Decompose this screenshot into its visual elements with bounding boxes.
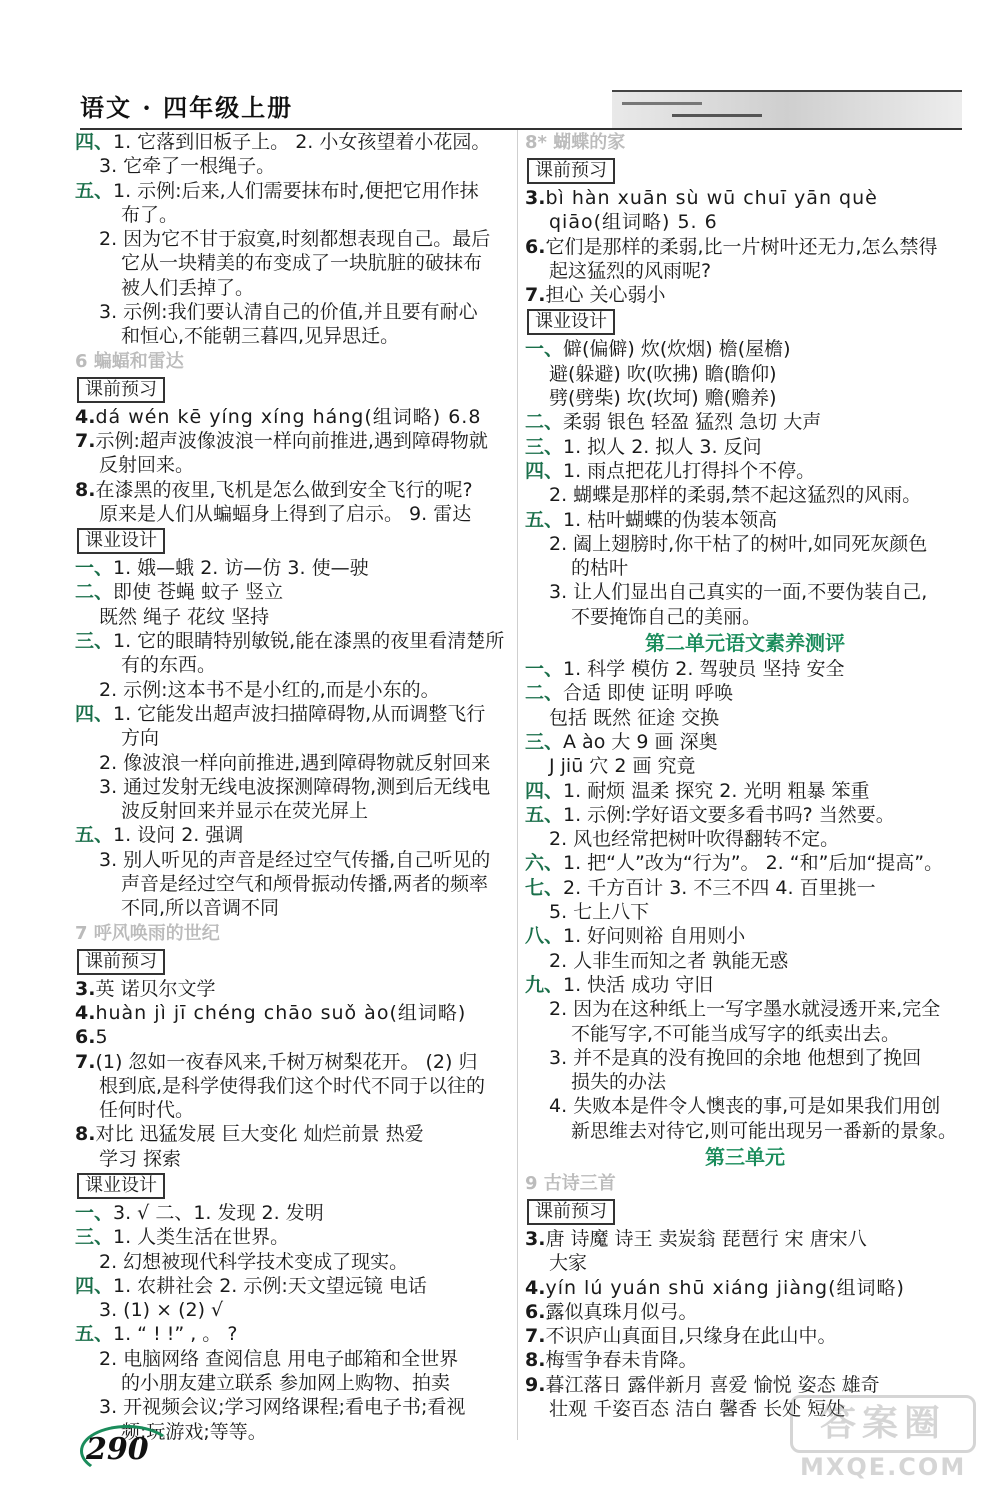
answer-text: 即使 苍蝇 蚊子 竖立 bbox=[113, 581, 284, 604]
answer-line bbox=[525, 1094, 965, 1118]
question-number: 四、 bbox=[525, 459, 564, 482]
answer-text: (1) 忽如一夜春风来,千树万树梨花开。 (2) 归 bbox=[95, 1050, 478, 1073]
answer-text: 反射回来。 bbox=[99, 454, 195, 477]
answer-text: 包括 既然 征途 交换 bbox=[549, 706, 720, 729]
answer-text: 对比 迅猛发展 巨大变化 灿烂前景 热爱 bbox=[95, 1123, 424, 1146]
answer-line bbox=[525, 657, 965, 681]
answer-text: 不同,所以音调不同 bbox=[121, 897, 280, 920]
answer-text: 担心 关心弱小 bbox=[545, 284, 666, 307]
answer-text: 的小朋友建立联系 参加网上购物、拍卖 bbox=[121, 1372, 451, 1395]
header-deco-stroke bbox=[622, 102, 702, 105]
answer-text: 方向 bbox=[121, 727, 160, 750]
question-number: 四、 bbox=[75, 1274, 114, 1297]
answer-text: 声音是经过空气和颅骨振动传播,两者的频率 bbox=[121, 873, 489, 896]
unit-title: 第二单元语文素养测评 bbox=[645, 631, 845, 656]
answer-text: 2. 像波浪一样向前推进,遇到障碍物就反射回来 bbox=[99, 751, 491, 774]
answer-text: 2. 示例:这本书不是小红的,而是小东的。 bbox=[99, 678, 440, 701]
answer-line bbox=[75, 1201, 513, 1225]
answer-line bbox=[525, 973, 965, 997]
item-number: 8. bbox=[75, 1123, 96, 1146]
answer-line bbox=[75, 580, 513, 604]
answer-text: 2. 因为它不甘于寂寞,时刻都想表现自己。最后 bbox=[99, 228, 491, 251]
answer-text: 被人们丢掉了。 bbox=[121, 276, 255, 299]
item-number: 3. bbox=[75, 977, 96, 1000]
question-number: 一、 bbox=[75, 1201, 114, 1224]
answer-text: 1. 耐烦 温柔 探究 2. 光明 粗暴 笨重 bbox=[563, 779, 870, 802]
question-number: 七、 bbox=[525, 876, 564, 899]
answer-line bbox=[525, 459, 965, 483]
answer-text: yín lú yuán shū xiáng jiàng(组词略) bbox=[545, 1276, 905, 1299]
answer-line bbox=[525, 362, 965, 386]
answer-text: 露似真珠月似弓。 bbox=[545, 1300, 698, 1323]
answer-text: 3. 示例:我们要认清自己的价值,并且要有耐心 bbox=[99, 301, 478, 324]
answer-text: 1. 雨点把花儿打得抖个不停。 bbox=[563, 459, 816, 482]
answer-text: 4. 失败本是件令人懊丧的事,可是如果我们用创 bbox=[549, 1095, 941, 1118]
answer-text: 布了。 bbox=[121, 203, 179, 226]
answer-line bbox=[525, 337, 965, 361]
question-number: 五、 bbox=[75, 824, 114, 847]
answer-line bbox=[525, 1276, 965, 1300]
answer-line bbox=[75, 251, 513, 275]
answer-line bbox=[525, 754, 965, 778]
answer-line bbox=[75, 276, 513, 300]
item-number: 7. bbox=[525, 1325, 546, 1348]
question-number: 二、 bbox=[525, 682, 564, 705]
answer-line bbox=[75, 429, 513, 453]
answer-line bbox=[75, 324, 513, 348]
answer-text: 1. 娥—蛾 2. 访—仿 3. 使—驶 bbox=[113, 557, 369, 580]
answer-text: 1. 人类生活在世界。 bbox=[113, 1226, 290, 1249]
page-number: 290 bbox=[86, 1432, 149, 1467]
answer-line bbox=[525, 949, 965, 973]
answer-line bbox=[75, 1025, 513, 1049]
answer-text: 既然 绳子 花纹 坚持 bbox=[99, 605, 270, 628]
item-number: 7. bbox=[75, 429, 96, 452]
answer-text: 唐 诗魔 诗王 卖炭翁 琵琶行 宋 唐宋八 bbox=[545, 1227, 867, 1250]
answer-line bbox=[75, 300, 513, 324]
answer-line bbox=[75, 653, 513, 677]
answer-line bbox=[75, 799, 513, 823]
answer-line bbox=[525, 997, 965, 1021]
header-decoration bbox=[612, 90, 962, 130]
answer-text: 它们是那样的柔弱,比一片树叶还无力,怎么禁得 bbox=[545, 235, 938, 258]
right-column bbox=[525, 130, 965, 1421]
answer-text: 梅雪争春未肯降。 bbox=[545, 1349, 698, 1372]
section-label bbox=[75, 1171, 513, 1201]
question-number: 一、 bbox=[525, 658, 564, 681]
answer-line bbox=[525, 483, 965, 507]
answer-line bbox=[525, 876, 965, 900]
answer-text: 和恒心,不能朝三暮四,见异思迁。 bbox=[121, 325, 400, 348]
answer-text: 3. (1) × (2) √ bbox=[99, 1299, 224, 1322]
answer-line bbox=[75, 1371, 513, 1395]
answer-line bbox=[75, 1074, 513, 1098]
answer-text: 的枯叶 bbox=[571, 557, 629, 580]
item-number: 6. bbox=[525, 235, 546, 258]
answer-text: bì hàn xuān sù wū chuī yān què bbox=[545, 187, 878, 209]
answer-line bbox=[525, 1251, 965, 1275]
section-label-box: 课前预习 bbox=[527, 158, 615, 184]
question-number: 五、 bbox=[525, 508, 564, 531]
answer-line bbox=[75, 179, 513, 203]
item-number: 7. bbox=[75, 1050, 96, 1073]
answer-text: 3. 它牵了一根绳子。 bbox=[99, 155, 276, 178]
answer-line bbox=[75, 1050, 513, 1074]
answer-line bbox=[75, 702, 513, 726]
answer-line bbox=[525, 556, 965, 580]
answer-line bbox=[75, 1225, 513, 1249]
answer-line bbox=[75, 605, 513, 629]
item-number: 4. bbox=[75, 1001, 96, 1024]
answer-text: qiāo(组词略) 5. 6 bbox=[549, 211, 718, 234]
item-number: 4. bbox=[75, 405, 96, 428]
answer-line bbox=[75, 726, 513, 750]
question-number: 四、 bbox=[75, 702, 114, 725]
answer-line bbox=[525, 706, 965, 730]
answer-line bbox=[525, 730, 965, 754]
item-number: 6. bbox=[525, 1300, 546, 1323]
answer-line bbox=[75, 203, 513, 227]
answer-text: 1. 设问 2. 强调 bbox=[113, 824, 244, 847]
section-label bbox=[75, 947, 513, 977]
header-title: 语文 · 四年级上册 bbox=[80, 93, 294, 122]
answer-text: 2. 电脑网络 查阅信息 用电子邮箱和全世界 bbox=[99, 1347, 459, 1370]
answer-line bbox=[525, 1022, 965, 1046]
answer-text: 1. 它落到旧板子上。 2. 小女孩望着小花园。 bbox=[113, 131, 491, 153]
lesson-title: 7 呼风唤雨的世纪 bbox=[75, 922, 220, 944]
answer-line bbox=[525, 1300, 965, 1324]
answer-line bbox=[75, 1322, 513, 1346]
answer-line bbox=[525, 1324, 965, 1348]
item-number: 8. bbox=[525, 1349, 546, 1372]
answer-text: 原来是人们从蝙蝠身上得到了启示。 9. 雷达 bbox=[99, 502, 472, 525]
question-number: 二、 bbox=[75, 581, 114, 604]
question-number: 一、 bbox=[525, 338, 564, 361]
answer-text: 新思维去对待它,则可能出现另一番新的景象。 bbox=[571, 1119, 958, 1142]
item-number: 3. bbox=[525, 1227, 546, 1250]
column-divider bbox=[517, 130, 518, 1440]
page-header bbox=[80, 88, 293, 128]
section-label-box: 课前预习 bbox=[77, 949, 165, 975]
answer-line bbox=[525, 386, 965, 410]
answer-line bbox=[525, 235, 965, 259]
answer-text: 不要掩饰自己的美丽。 bbox=[571, 605, 762, 628]
answer-line bbox=[525, 1348, 965, 1372]
answer-line bbox=[525, 210, 965, 234]
answer-text: 任何时代。 bbox=[99, 1099, 195, 1122]
answer-text: 它从一块精美的布变成了一块肮脏的破抹布 bbox=[121, 252, 483, 275]
answer-text: 1. “ ! !” , 。 ? bbox=[113, 1323, 238, 1346]
answer-text: 2. 人非生而知之者 孰能无惑 bbox=[549, 949, 789, 972]
question-number: 五、 bbox=[75, 179, 114, 202]
lesson-title: 8* 蝴蝶的家 bbox=[525, 132, 626, 153]
answer-line bbox=[75, 1298, 513, 1322]
answer-line bbox=[75, 1274, 513, 1298]
watermark-site: MXQE.COM bbox=[800, 1453, 967, 1481]
answer-line bbox=[75, 1122, 513, 1146]
answer-line bbox=[75, 1347, 513, 1371]
answer-text: 1. 它能发出超声波扫描障碍物,从而调整飞行 bbox=[113, 702, 486, 725]
answer-text: 在漆黑的夜里,飞机是怎么做到安全飞行的呢? bbox=[95, 478, 473, 501]
answer-line bbox=[75, 227, 513, 251]
watermark bbox=[790, 1395, 980, 1485]
question-number: 八、 bbox=[525, 925, 564, 948]
answer-line bbox=[525, 259, 965, 283]
item-number: 8. bbox=[75, 478, 96, 501]
section-label bbox=[525, 1197, 965, 1227]
answer-text: 2. 阖上翅膀时,你干枯了的树叶,如同死灰颜色 bbox=[549, 532, 928, 555]
item-number: 7. bbox=[525, 284, 546, 307]
answer-text: 示例:超声波像波浪一样向前推进,遇到障碍物就 bbox=[95, 429, 488, 452]
section-label-box: 课前预习 bbox=[527, 1199, 615, 1225]
answer-text: 大家 bbox=[549, 1252, 588, 1275]
question-number: 五、 bbox=[75, 1323, 114, 1346]
answer-text: J jiū 穴 2 画 究竟 bbox=[549, 755, 696, 778]
answer-text: 英 诺贝尔文学 bbox=[95, 977, 216, 1000]
section-label-box: 课前预习 bbox=[77, 377, 165, 403]
answer-text: 5. 七上八下 bbox=[549, 901, 650, 924]
item-number: 9. bbox=[525, 1373, 546, 1396]
section-label-box: 课业设计 bbox=[77, 528, 165, 554]
item-number: 3. bbox=[525, 187, 546, 209]
answer-text: 2. 幻想被现代科学技术变成了现实。 bbox=[99, 1250, 409, 1273]
answer-line bbox=[75, 896, 513, 920]
answer-line bbox=[75, 130, 513, 154]
answer-line bbox=[525, 900, 965, 924]
answer-line bbox=[75, 502, 513, 526]
answer-text: 1. 拟人 2. 拟人 3. 反问 bbox=[563, 435, 762, 458]
answer-line bbox=[525, 779, 965, 803]
answer-text: 僻(偏僻) 炊(炊烟) 檐(屋檐) bbox=[563, 338, 791, 361]
answer-text: 不识庐山真面目,只缘身在此山中。 bbox=[545, 1325, 837, 1348]
answer-line bbox=[525, 827, 965, 851]
answer-line bbox=[75, 453, 513, 477]
question-number: 一、 bbox=[75, 557, 114, 580]
answer-text: 根到底,是科学使得我们这个时代不同于以往的 bbox=[99, 1074, 486, 1097]
answer-line bbox=[75, 154, 513, 178]
question-number: 四、 bbox=[525, 779, 564, 802]
answer-text: 柔弱 银色 轻盈 猛烈 急切 大声 bbox=[563, 411, 822, 434]
answer-line bbox=[525, 924, 965, 948]
answer-line bbox=[525, 1373, 965, 1397]
unit-title: 第三单元 bbox=[705, 1144, 785, 1169]
answer-line bbox=[525, 605, 965, 629]
answer-line bbox=[75, 775, 513, 799]
answer-line bbox=[75, 848, 513, 872]
answer-text: 1. 把“人”改为“行为”。 2. “和”后加“提高”。 bbox=[563, 852, 944, 875]
answer-text: 5 bbox=[95, 1026, 108, 1049]
answer-text: 暮江落日 露伴新月 喜爱 愉悦 姿态 雄奇 bbox=[545, 1373, 880, 1396]
answer-text: 有的东西。 bbox=[121, 654, 217, 677]
answer-text: 3. √ 二、1. 发现 2. 发明 bbox=[113, 1201, 324, 1224]
answer-line bbox=[75, 1098, 513, 1122]
answer-text: dá wén kē yíng xíng háng(组词略) 6.8 bbox=[95, 405, 482, 428]
answer-text: 起这猛烈的风雨呢? bbox=[549, 259, 712, 282]
answer-line bbox=[525, 851, 965, 875]
answer-line bbox=[525, 283, 965, 307]
question-number: 三、 bbox=[525, 730, 564, 753]
answer-line bbox=[75, 629, 513, 653]
lesson-title: 9 古诗三首 bbox=[525, 1172, 616, 1194]
question-number: 三、 bbox=[525, 435, 564, 458]
answer-text: 1. 农耕社会 2. 示例:天文望远镜 电话 bbox=[113, 1274, 427, 1297]
answer-line bbox=[525, 410, 965, 434]
answer-line bbox=[75, 556, 513, 580]
answer-line bbox=[75, 823, 513, 847]
answer-line bbox=[525, 681, 965, 705]
answer-line bbox=[525, 186, 965, 210]
answer-text: 1. 它的眼睛特别敏锐,能在漆黑的夜里看清楚所 bbox=[113, 630, 505, 653]
answer-line bbox=[525, 532, 965, 556]
section-label bbox=[525, 307, 965, 337]
answer-line bbox=[525, 580, 965, 604]
answer-text: 学习 探索 bbox=[99, 1147, 182, 1170]
section-label bbox=[75, 526, 513, 556]
answer-text: 3. 并不是真的没有挽回的余地 他想到了挽回 bbox=[549, 1046, 922, 1069]
question-number: 六、 bbox=[525, 852, 564, 875]
answer-text: 壮观 千姿百态 洁白 馨香 长处 短处 bbox=[549, 1398, 846, 1421]
answer-text: 2. 千方百计 3. 不三不四 4. 百里挑一 bbox=[563, 876, 876, 899]
answer-text: 1. 快活 成功 守旧 bbox=[563, 973, 714, 996]
question-number: 二、 bbox=[525, 411, 564, 434]
question-number: 九、 bbox=[525, 973, 564, 996]
answer-text: huàn jì jī chéng chāo suǒ ào(组词略) bbox=[95, 1001, 467, 1024]
item-number: 4. bbox=[525, 1276, 546, 1299]
question-number: 五、 bbox=[525, 803, 564, 826]
answer-text: 2. 风也经常把树叶吹得翻转不定。 bbox=[549, 828, 840, 851]
answer-text: 劈(劈柴) 坎(坎坷) 赡(赡养) bbox=[549, 387, 777, 410]
watermark-seal: 答案圈 bbox=[790, 1395, 976, 1453]
answer-line bbox=[75, 1147, 513, 1171]
answer-line bbox=[525, 1046, 965, 1070]
section-label bbox=[525, 156, 965, 186]
answer-line bbox=[525, 1070, 965, 1094]
answer-text: A ào 大 9 画 深奥 bbox=[563, 730, 718, 753]
answer-line bbox=[525, 803, 965, 827]
answer-line bbox=[75, 478, 513, 502]
answer-text: 波反射回来并显示在荧光屏上 bbox=[121, 800, 369, 823]
answer-text: 损失的办法 bbox=[571, 1071, 667, 1094]
answer-text: 3. 让人们显出自己真实的一面,不要伪装自己, bbox=[549, 581, 928, 604]
header-deco-stroke bbox=[672, 114, 762, 117]
answer-text: 1. 科学 模仿 2. 驾驶员 坚持 安全 bbox=[563, 658, 845, 681]
answer-text: 2. 因为在这种纸上一写字墨水就浸透开来,完全 bbox=[549, 998, 941, 1021]
question-number: 三、 bbox=[75, 630, 114, 653]
answer-text: 1. 枯叶蝴蝶的伪装本领高 bbox=[563, 508, 778, 531]
answer-line bbox=[75, 1250, 513, 1274]
answer-line bbox=[75, 872, 513, 896]
answer-text: 不能写字,不可能当成写字的纸卖出去。 bbox=[571, 1022, 901, 1045]
answer-line bbox=[75, 1395, 513, 1419]
answer-text: 2. 蝴蝶是那样的柔弱,禁不起这猛烈的风雨。 bbox=[549, 484, 922, 507]
answer-line bbox=[525, 435, 965, 459]
question-number: 三、 bbox=[75, 1226, 114, 1249]
item-number: 6. bbox=[75, 1026, 96, 1049]
answer-line bbox=[525, 1227, 965, 1251]
answer-text: 3. 通过发射无线电波探测障碍物,测到后无线电 bbox=[99, 775, 491, 798]
answer-text: 频;玩游戏;等等。 bbox=[121, 1420, 267, 1443]
lesson-title: 6 蝙蝠和雷达 bbox=[75, 350, 184, 372]
answer-text: 1. 示例:后来,人们需要抹布时,便把它用作抹 bbox=[113, 179, 479, 202]
section-label-box: 课业设计 bbox=[527, 309, 615, 335]
answer-line bbox=[525, 508, 965, 532]
answer-text: 3. 开视频会议;学习网络课程;看电子书;看视 bbox=[99, 1396, 466, 1419]
answer-line bbox=[75, 1001, 513, 1025]
answer-text: 合适 即使 证明 呼唤 bbox=[563, 682, 734, 705]
answer-text: 3. 别人听见的声音是经过空气传播,自己听见的 bbox=[99, 848, 491, 871]
answer-line bbox=[75, 678, 513, 702]
answer-line bbox=[75, 405, 513, 429]
answer-text: 避(躲避) 吹(吹拂) 瞻(瞻仰) bbox=[549, 362, 777, 385]
answer-line bbox=[75, 977, 513, 1001]
answer-line bbox=[75, 751, 513, 775]
answer-text: 1. 好问则裕 自用则小 bbox=[563, 925, 746, 948]
answer-line bbox=[525, 1119, 965, 1143]
answer-text: 1. 示例:学好语文要多看书吗? 当然要。 bbox=[563, 803, 895, 826]
left-column bbox=[75, 130, 513, 1444]
section-label-box: 课业设计 bbox=[77, 1173, 165, 1199]
question-number: 四、 bbox=[75, 131, 114, 153]
section-label bbox=[75, 375, 513, 405]
